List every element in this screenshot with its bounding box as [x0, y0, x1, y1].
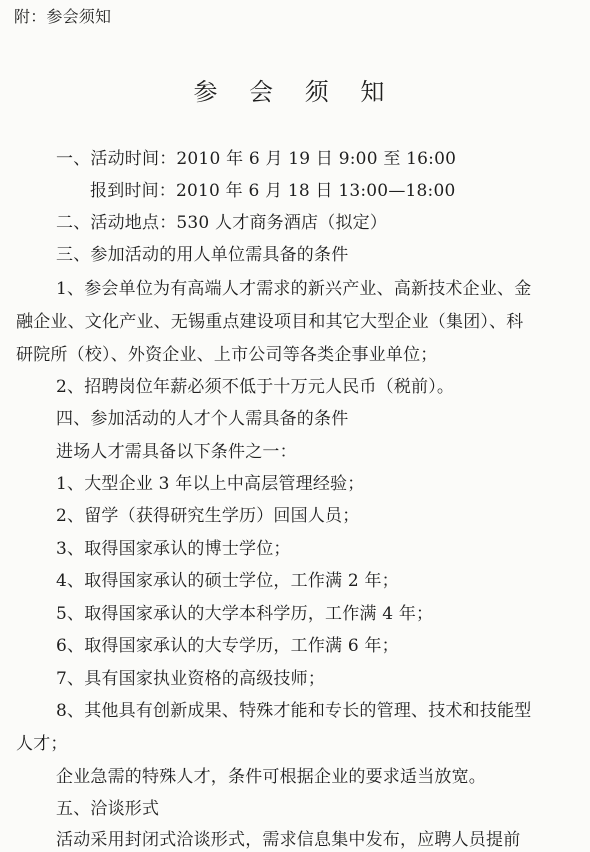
talent-condition-1: 1、大型企业 3 年以上中高层管理经验；	[56, 474, 365, 494]
talent-intro: 进场人才需具备以下条件之一：	[56, 442, 297, 462]
employer-condition-1-line-3: 研院所（校）、外资企业、上市公司等各类企事业单位；	[16, 345, 438, 365]
talent-condition-3: 3、取得国家承认的博士学位；	[56, 539, 291, 559]
employer-condition-1-line-1: 1、参会单位为有高端人才需求的新兴产业、高新技术企业、金	[56, 279, 532, 299]
section-4-heading: 四、参加活动的人才个人需具备的条件	[56, 409, 349, 429]
negotiation-form-text: 活动采用封闭式洽谈形式，需求信息集中发布，应聘人员提前	[56, 830, 521, 850]
section-3-heading: 三、参加活动的用人单位需具备的条件	[56, 245, 349, 265]
section-1-activity-time: 一、活动时间：2010 年 6 月 19 日 9:00 至 16:00	[56, 149, 457, 169]
talent-condition-6: 6、取得国家承认的大专学历，工作满 6 年；	[56, 636, 399, 656]
attachment-label: 附：参会须知	[14, 7, 112, 26]
employer-condition-1-line-2: 融企业、文化产业、无锡重点建设项目和其它大型企业（集团）、科	[16, 312, 524, 332]
talent-condition-2: 2、留学（获得研究生学历）回国人员；	[56, 506, 360, 526]
talent-condition-5: 5、取得国家承认的大学本科学历，工作满 4 年；	[56, 604, 434, 624]
employer-condition-2: 2、招聘岗位年薪必须不低于十万元人民币（税前）。	[56, 377, 455, 397]
section-2-location: 二、活动地点：530 人才商务酒店（拟定）	[56, 213, 388, 233]
talent-condition-8-line-2: 人才；	[16, 734, 68, 754]
talent-condition-8-line-1: 8、其他具有创新成果、特殊才能和专长的管理、技术和技能型	[56, 701, 532, 721]
registration-time: 报到时间：2010 年 6 月 18 日 13:00—18:00	[90, 181, 456, 201]
document-title: 参 会 须 知	[193, 78, 397, 106]
special-talent-note: 企业急需的特殊人才，条件可根据企业的要求适当放宽。	[56, 767, 486, 787]
section-5-heading: 五、洽谈形式	[56, 799, 160, 819]
talent-condition-4: 4、取得国家承认的硕士学位，工作满 2 年；	[56, 571, 399, 591]
talent-condition-7: 7、具有国家执业资格的高级技师；	[56, 669, 326, 689]
